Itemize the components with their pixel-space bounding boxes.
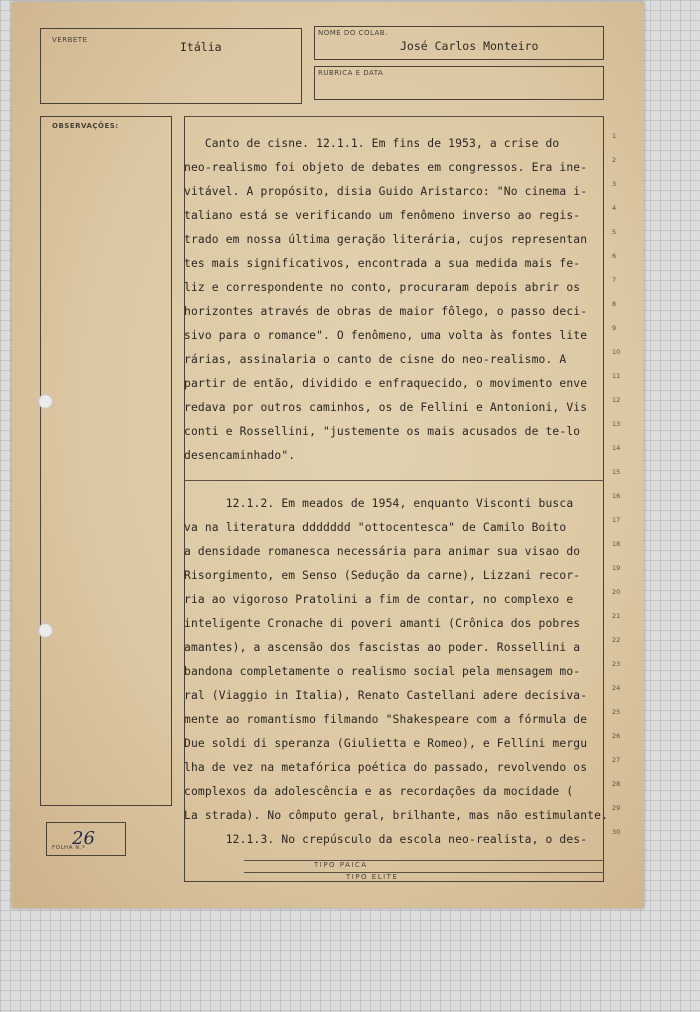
- verbete-value: Itália: [180, 40, 222, 54]
- colab-label: NOME DO COLAB.: [318, 29, 388, 37]
- punch-hole-bottom: [38, 623, 53, 638]
- line-number: 30: [612, 828, 621, 836]
- line-number: 28: [612, 780, 621, 788]
- body-line: va na literatura ddddddd "ottocentesca" de Camilo Boito: [184, 521, 567, 534]
- form-sheet: [12, 2, 644, 908]
- body-text: [184, 116, 609, 882]
- line-number: 11: [612, 372, 621, 380]
- body-line: vitável. A propósito, disia Guido Aristarco: "No cinema i-: [184, 185, 588, 198]
- tipo-paica-rule: [244, 860, 604, 861]
- body-line: tes mais significativos, encontrada a sua medida mais fe-: [184, 257, 581, 270]
- line-number: 10: [612, 348, 621, 356]
- line-number: 26: [612, 732, 621, 740]
- tipo-paica-label: TIPO PAICA: [314, 861, 368, 869]
- block-rule: [184, 116, 604, 117]
- line-number: 5: [612, 228, 617, 236]
- verbete-label: VERBETE: [52, 36, 88, 44]
- line-number: 23: [612, 660, 621, 668]
- body-line: complexos da adolescência e as recordações da mocidade (: [184, 785, 574, 798]
- line-number: 8: [612, 300, 617, 308]
- line-number: 7: [612, 276, 617, 284]
- punch-hole-top: [38, 394, 53, 409]
- body-line: Risorgimento, em Senso (Sedução da carne), Lizzani recor-: [184, 569, 581, 582]
- body-line: La strada). No cômputo geral, brilhante, mas não estimulante.: [184, 809, 609, 822]
- line-number: 15: [612, 468, 621, 476]
- body-line: a densidade romanesca necessária para animar sua visao do: [184, 545, 581, 558]
- line-number: 1: [612, 132, 617, 140]
- body-line: rárias, assinalaria o canto de cisne do neo-realismo. A: [184, 353, 567, 366]
- folha-label: FOLHA N.º: [52, 845, 86, 851]
- observacoes-label: OBSERVAÇÕES:: [52, 122, 119, 130]
- body-line: lha de vez na metafórica poética do passado, revolvendo os: [184, 761, 588, 774]
- body-line: taliano está se verificando um fenômeno inverso ao regis-: [184, 209, 581, 222]
- body-line: mente ao romantismo filmando "Shakespeare com a fórmula de: [184, 713, 588, 726]
- line-number: 19: [612, 564, 621, 572]
- body-line: neo-realismo foi objeto de debates em congressos. Era ine-: [184, 161, 588, 174]
- body-line: conti e Rossellini, "justemente os mais acusados de te-lo: [184, 425, 581, 438]
- body-line: 12.1.3. No crepúsculo da escola neo-realista, o des-: [184, 833, 588, 846]
- line-number: 17: [612, 516, 621, 524]
- body-line: desencaminhado".: [184, 449, 296, 462]
- line-number: 20: [612, 588, 621, 596]
- line-number: 3: [612, 180, 617, 188]
- tipo-elite-label: TIPO ELITE: [346, 873, 399, 881]
- line-number: 21: [612, 612, 621, 620]
- body-line: ral (Viaggio in Italia), Renato Castellani adere decisiva-: [184, 689, 588, 702]
- line-number: 2: [612, 156, 617, 164]
- line-number: 29: [612, 804, 621, 812]
- body-line: horizontes através de obras de maior fôlego, o passo deci-: [184, 305, 588, 318]
- body-line: partir de então, dividido e enfraquecido, o movimento enve: [184, 377, 588, 390]
- body-line: Canto de cisne. 12.1.1. Em fins de 1953, a crise do: [184, 137, 560, 150]
- line-number: 16: [612, 492, 621, 500]
- body-line: inteligente Cronache di poveri amanti (Crônica dos pobres: [184, 617, 581, 630]
- line-number: 14: [612, 444, 621, 452]
- colab-value: José Carlos Monteiro: [400, 39, 539, 53]
- tipo-elite-rule: [244, 872, 604, 873]
- folha-value: 26: [72, 828, 95, 849]
- line-number: 13: [612, 420, 621, 428]
- observacoes-box: [40, 116, 172, 806]
- body-line: 12.1.2. Em meados de 1954, enquanto Visconti busca: [184, 497, 574, 510]
- line-number: 9: [612, 324, 617, 332]
- body-line: redava por outros caminhos, os de Fellini e Antonioni, Vis: [184, 401, 588, 414]
- line-number: 25: [612, 708, 621, 716]
- body-line: bandona completamente o realismo social pela mensagem mo-: [184, 665, 581, 678]
- body-line: sivo para o romance". O fenômeno, uma volta às fontes lite: [184, 329, 588, 342]
- line-number: 6: [612, 252, 617, 260]
- rubrica-label: RUBRICA E DATA: [318, 69, 384, 77]
- body-line: amantes), a ascensão dos fascistas ao poder. Rossellini a: [184, 641, 581, 654]
- line-number: 24: [612, 684, 621, 692]
- line-number: 4: [612, 204, 617, 212]
- line-number: 12: [612, 396, 621, 404]
- line-number: 22: [612, 636, 621, 644]
- body-line: ria ao vigoroso Pratolini a fim de contar, no complexo e: [184, 593, 574, 606]
- body-line: trado em nossa última geração literária, cujos representan: [184, 233, 588, 246]
- line-number: 18: [612, 540, 621, 548]
- line-number: 27: [612, 756, 621, 764]
- body-line: Due soldi di speranza (Giulietta e Romeo), e Fellini mergu: [184, 737, 588, 750]
- block-rule: [184, 480, 604, 481]
- body-line: liz e correspondente no conto, procuraram depois abrir os: [184, 281, 581, 294]
